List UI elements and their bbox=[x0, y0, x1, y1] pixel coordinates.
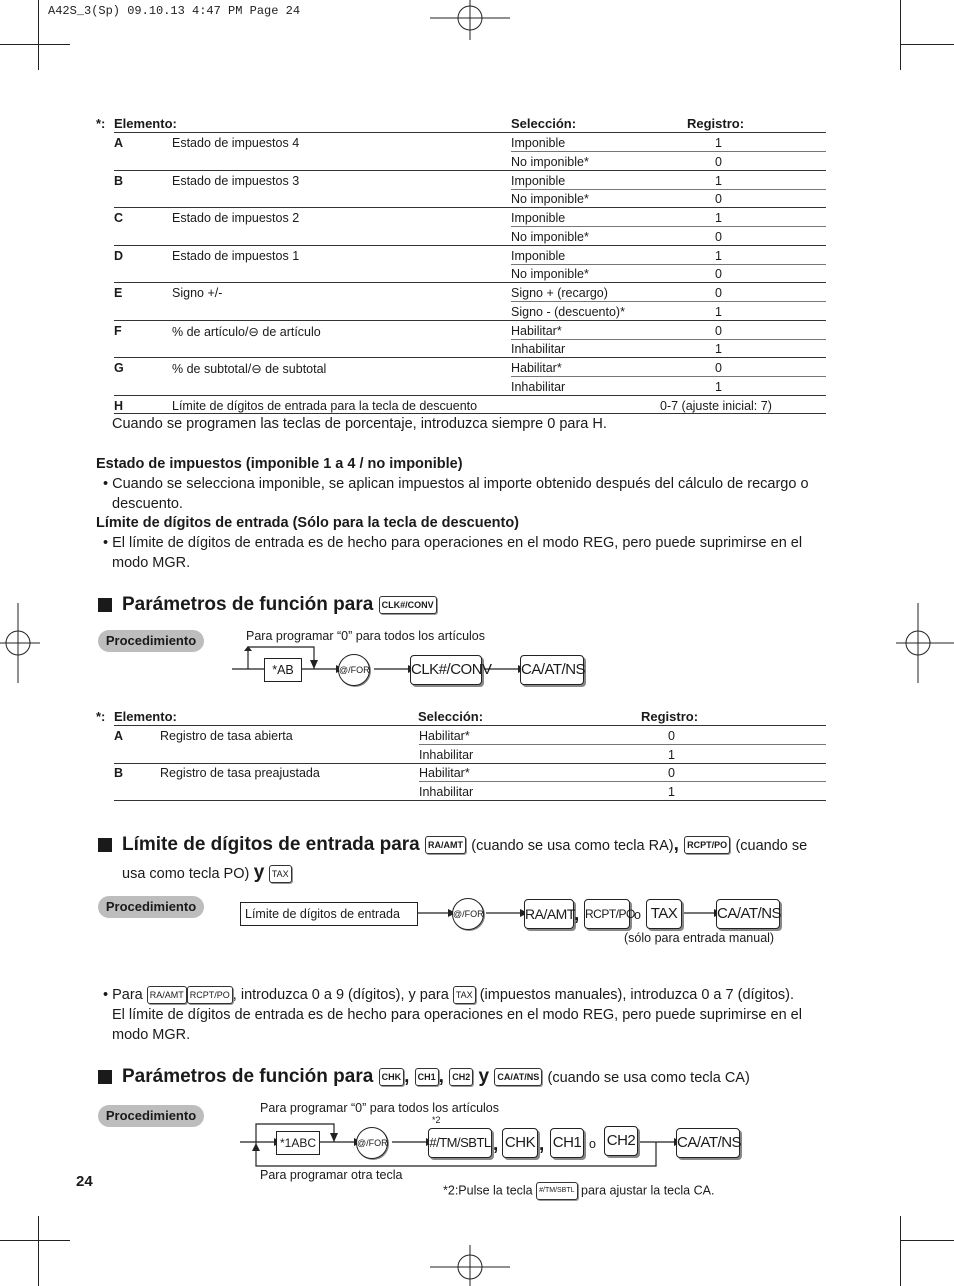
table1-option-selection: Habilitar* bbox=[511, 361, 562, 375]
table2-option-selection: Habilitar* bbox=[419, 729, 470, 743]
limit-note-title: Límite de dígitos de entrada (Sólo para la tecla de descuento) bbox=[96, 515, 520, 531]
tax-key-inline: TAX bbox=[453, 986, 476, 1004]
limit-note-bullet: • El límite de dígitos de entrada es de hecho para operaciones en el modo REG, pero puede suprimirse en el bbox=[103, 535, 803, 551]
table1-row-letter: A bbox=[114, 136, 124, 150]
table1-row-name: % de artículo/⊖ de artículo bbox=[172, 324, 321, 339]
table1-header-element: Elemento: bbox=[114, 116, 177, 131]
table2-option-register: 0 bbox=[668, 766, 675, 780]
table1-option-selection: Inhabilitar bbox=[511, 342, 566, 356]
table1-row-h-letter: H bbox=[114, 399, 124, 413]
table1-option-register: 0 bbox=[715, 286, 722, 300]
tax-note-bullet-cont: descuento. bbox=[112, 496, 183, 512]
section2-bullet-line3: modo MGR. bbox=[112, 1027, 191, 1043]
comma: , bbox=[539, 1134, 545, 1155]
procedure-label: Procedimiento bbox=[98, 896, 204, 918]
comma: , bbox=[574, 904, 580, 925]
table1-row-h-name: Límite de dígitos de entrada para la tecla de descuento bbox=[172, 399, 478, 413]
table1-row-name: Estado de impuestos 1 bbox=[172, 248, 300, 263]
table2-option-selection: Inhabilitar bbox=[419, 747, 474, 762]
ch2-key-inline: CH2 bbox=[449, 1068, 473, 1086]
table1-row-rule bbox=[511, 226, 826, 227]
table1-row-letter: C bbox=[114, 211, 124, 225]
section3-title: Parámetros de función para bbox=[122, 1066, 374, 1087]
table1-option-register: 0 bbox=[715, 323, 722, 338]
table1-option-register: 1 bbox=[715, 342, 722, 356]
ra-amt-key: RA/AMT bbox=[524, 899, 574, 929]
tax-note-bullet: • Cuando se selecciona imponible, se aplican impuestos al importe obtenido después del cálculo de recargo o bbox=[103, 476, 809, 492]
at-for-key: @/FOR bbox=[356, 1127, 388, 1159]
section2-heading-line2 bbox=[122, 862, 292, 884]
section-square-icon bbox=[98, 1070, 112, 1084]
tm-sbtl-key: #/TM/SBTL bbox=[428, 1128, 492, 1158]
table1-row-name: Estado de impuestos 2 bbox=[172, 211, 300, 225]
section3-footnote bbox=[443, 1182, 714, 1200]
rcpt-po-key-inline: RCPT/PO bbox=[684, 836, 730, 854]
at-for-key: @/FOR bbox=[452, 898, 484, 930]
bullet-text: (impuestos manuales), introduzca 0 a 7 (dígitos). bbox=[479, 987, 795, 1003]
y-text: y bbox=[478, 1066, 490, 1087]
table2-header-element: Elemento: bbox=[114, 709, 177, 724]
rcpt-po-key-inline: RCPT/PO bbox=[187, 986, 233, 1004]
table1-option-register: 1 bbox=[715, 173, 722, 188]
abc-input-box: *1ABC bbox=[276, 1131, 320, 1155]
bullet-text: • Para bbox=[103, 987, 143, 1003]
table2-option-register: 0 bbox=[668, 729, 675, 743]
table1-header-selection: Selección: bbox=[511, 116, 577, 131]
clk-conv-key: CLK#/CONV bbox=[410, 655, 482, 685]
table1-row-letter: D bbox=[114, 248, 124, 263]
ch2-key: CH2 bbox=[604, 1126, 638, 1156]
tax-key-inline: TAX bbox=[269, 865, 292, 883]
ra-amt-key-inline: RA/AMT bbox=[425, 836, 466, 854]
section3-loop-label: Para programar “0” para todos los artículos bbox=[260, 1101, 499, 1115]
section2-bullet-line2: El límite de dígitos de entrada es de hecho para operaciones en el modo REG, pero puede suprimirse en el bbox=[112, 1007, 802, 1023]
procedure-label: Procedimiento bbox=[98, 630, 204, 652]
print-header: A42S_3(Sp) 09.10.13 4:47 PM Page 24 bbox=[48, 4, 301, 18]
table1-row-letter: G bbox=[114, 361, 124, 375]
table1-row-rule bbox=[511, 301, 826, 302]
procedure-label: Procedimiento bbox=[98, 1105, 204, 1127]
table2-marker: *: bbox=[96, 709, 106, 724]
section2-title: Límite de dígitos de entrada para bbox=[122, 834, 420, 855]
table1-option-register: 0 bbox=[715, 192, 722, 206]
table1-option-selection: Inhabilitar bbox=[511, 379, 566, 394]
section-square-icon bbox=[98, 838, 112, 852]
table1-row-rule bbox=[511, 376, 826, 377]
footnote-text: *2:Pulse la tecla bbox=[443, 1183, 533, 1198]
table2-option-selection: Habilitar* bbox=[419, 766, 470, 780]
table2-row-rule bbox=[419, 781, 826, 782]
table1-option-selection: No imponible* bbox=[511, 229, 589, 244]
table1-row-rule bbox=[511, 151, 826, 152]
table1-row-rule bbox=[511, 339, 826, 340]
table1-row-rule bbox=[114, 207, 826, 208]
table1-header-rule bbox=[114, 132, 826, 133]
table1-row-rule bbox=[114, 170, 826, 171]
table1-option-register: 1 bbox=[715, 211, 722, 225]
section-square-icon bbox=[98, 598, 112, 612]
section1-loop-label: Para programar “0” para todos los artículos bbox=[246, 629, 485, 643]
section3-heading: Parámetros de función para CHK , CH1 , CH2 y CA/AT/NS (cuando se usa como tecla CA) bbox=[98, 1066, 750, 1088]
section1-heading bbox=[98, 594, 437, 616]
table1-row-letter: F bbox=[114, 323, 122, 338]
or-text: o bbox=[589, 1137, 596, 1151]
table2-option-register: 1 bbox=[668, 784, 675, 799]
chk-key-inline: CHK bbox=[379, 1068, 405, 1086]
tm-sbtl-key-inline: #/TM/SBTL bbox=[536, 1182, 577, 1200]
table1-row-rule bbox=[114, 245, 826, 246]
table1-marker: *: bbox=[96, 116, 106, 131]
ca-at-ns-key: CA/AT/NS bbox=[676, 1128, 740, 1158]
table1-header-register: Registro: bbox=[687, 116, 745, 131]
table1-option-register: 0 bbox=[715, 361, 722, 375]
bullet-text: , introduzca 0 a 9 (dígitos), y para bbox=[232, 987, 449, 1003]
comma: , bbox=[673, 834, 679, 855]
table2-header-selection: Selección: bbox=[418, 709, 484, 724]
table1-option-selection: No imponible* bbox=[511, 192, 589, 206]
section2-rcpt-text: (cuando se bbox=[735, 838, 808, 854]
ca-at-ns-key: CA/AT/NS bbox=[520, 655, 584, 685]
ab-input-box: *AB bbox=[264, 658, 302, 682]
table1-row-letter: E bbox=[114, 286, 123, 300]
table2-option-selection: Inhabilitar bbox=[419, 784, 474, 799]
section3-ca-text: (cuando se usa como tecla CA) bbox=[547, 1070, 750, 1086]
ca-at-ns-key: CA/AT/NS bbox=[716, 899, 780, 929]
table1-option-register: 0 bbox=[715, 229, 722, 244]
table2-row-letter: A bbox=[114, 729, 124, 743]
clk-conv-key-inline: CLK#/CONV bbox=[379, 596, 437, 614]
table1-row-letter: B bbox=[114, 173, 124, 188]
rcpt-po-key: RCPT/PO bbox=[584, 899, 630, 929]
table1-option-selection: No imponible* bbox=[511, 267, 589, 281]
section2-heading bbox=[98, 834, 807, 856]
table2-row-letter: B bbox=[114, 766, 124, 780]
table1-option-selection: Signo + (recargo) bbox=[511, 286, 608, 300]
table1-row-rule bbox=[511, 264, 826, 265]
table1-option-register: 0 bbox=[715, 267, 722, 281]
table2-row-rule bbox=[419, 744, 826, 745]
manual-entry-note: (sólo para entrada manual) bbox=[624, 931, 775, 945]
table1-option-register: 1 bbox=[715, 304, 722, 319]
table1-option-selection: Imponible bbox=[511, 173, 566, 188]
ch1-key: CH1 bbox=[550, 1128, 584, 1158]
or-text: o bbox=[634, 908, 641, 922]
table1-note: Cuando se programen las teclas de porcentaje, introduzca siempre 0 para H. bbox=[112, 416, 607, 432]
table2-header-rule bbox=[114, 725, 826, 726]
table1-option-register: 1 bbox=[715, 136, 722, 150]
table2-option-register: 1 bbox=[668, 747, 675, 762]
section2-line2: usa como tecla PO) bbox=[122, 866, 250, 882]
footnote-marker: *2 bbox=[432, 1115, 441, 1125]
ra-amt-key-inline: RA/AMT bbox=[147, 986, 187, 1004]
digit-limit-box: Límite de dígitos de entrada bbox=[240, 902, 418, 926]
table1-option-selection: Imponible bbox=[511, 211, 566, 225]
table2-header-register: Registro: bbox=[641, 709, 699, 724]
table2-row-name: Registro de tasa preajustada bbox=[160, 766, 320, 780]
table1-row-h-reg: 0-7 (ajuste inicial: 7) bbox=[660, 399, 772, 413]
ch1-key-inline: CH1 bbox=[415, 1068, 439, 1086]
table1-row-rule bbox=[114, 282, 826, 283]
ca-at-ns-key-inline: CA/AT/NS bbox=[494, 1068, 542, 1086]
section2-bullet bbox=[103, 985, 794, 1005]
section2-ra-text: (cuando se usa como tecla RA) bbox=[471, 838, 674, 854]
table1-row-name: Estado de impuestos 3 bbox=[172, 173, 300, 188]
table1-row-rule bbox=[114, 357, 826, 358]
page-number: 24 bbox=[76, 1173, 93, 1190]
table1-option-selection: No imponible* bbox=[511, 154, 589, 169]
table1-option-selection: Imponible bbox=[511, 136, 566, 150]
tax-key: TAX bbox=[646, 899, 682, 929]
table2-row-name: Registro de tasa abierta bbox=[160, 729, 293, 743]
table1-row-rule bbox=[511, 189, 826, 190]
table1-option-register: 0 bbox=[715, 154, 722, 169]
table1-row-rule bbox=[114, 395, 826, 396]
other-key-label: Para programar otra tecla bbox=[260, 1168, 403, 1182]
table2-row-rule bbox=[114, 800, 826, 801]
table1-option-register: 1 bbox=[715, 379, 722, 394]
footnote-text: para ajustar la tecla CA. bbox=[581, 1183, 715, 1198]
table2-row-rule bbox=[114, 763, 826, 764]
tax-note-title: Estado de impuestos (imponible 1 a 4 / no imponible) bbox=[96, 456, 463, 472]
table1-row-name: Estado de impuestos 4 bbox=[172, 136, 300, 150]
table1-row-rule bbox=[114, 320, 826, 321]
chk-key: CHK bbox=[502, 1128, 538, 1158]
table1-row-name: Signo +/- bbox=[172, 286, 223, 300]
section1-title: Parámetros de función para bbox=[122, 594, 374, 615]
limit-note-bullet-cont: modo MGR. bbox=[112, 555, 191, 571]
table1-option-selection: Signo - (descuento)* bbox=[511, 304, 625, 319]
table1-option-selection: Habilitar* bbox=[511, 323, 562, 338]
y-text: y bbox=[253, 862, 265, 883]
table1-option-selection: Imponible bbox=[511, 248, 566, 263]
at-for-key: @/FOR bbox=[338, 654, 370, 686]
table1-option-register: 1 bbox=[715, 248, 722, 263]
comma: , bbox=[493, 1134, 499, 1155]
table1-row-name: % de subtotal/⊖ de subtotal bbox=[172, 362, 327, 376]
